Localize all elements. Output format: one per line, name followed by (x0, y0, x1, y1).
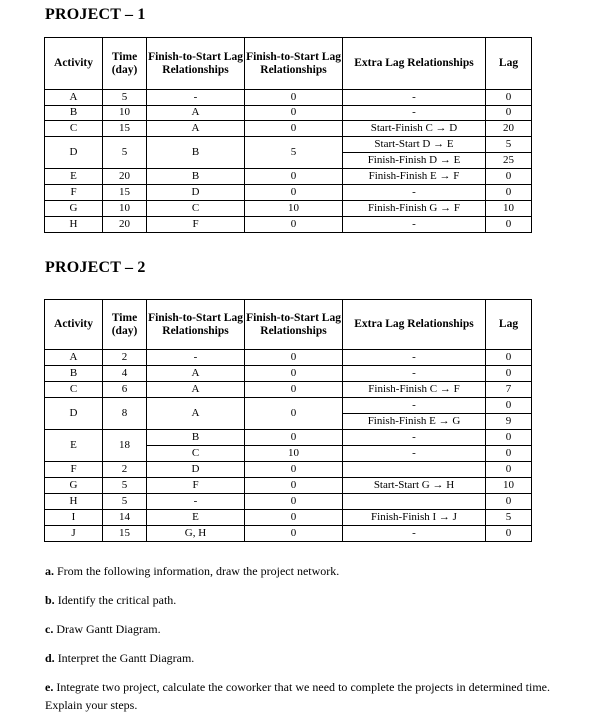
header-lag: Lag (486, 300, 532, 350)
cell-predecessor: B (147, 137, 245, 169)
cell-fs-lag: 0 (245, 462, 343, 478)
cell-fs-lag: 0 (245, 510, 343, 526)
cell-extra-lag (343, 398, 486, 430)
cell-predecessor: A (147, 106, 245, 121)
project2-title: PROJECT – 2 (45, 259, 146, 276)
cell-activity: C (45, 382, 103, 398)
cell-fs-lag: 0 (245, 217, 343, 233)
cell-fs-lag: 0 (245, 169, 343, 185)
table-row (45, 510, 532, 526)
cell-fs-lag: 0 (245, 366, 343, 382)
cell-extra-lag: - (343, 185, 486, 201)
cell-fs-lag: 0 (245, 382, 343, 398)
cell-lag: 0 (486, 462, 532, 478)
cell-time: 20 (103, 169, 147, 185)
table-row (45, 185, 532, 201)
table-row (45, 494, 532, 510)
header-time: Time (day) (103, 38, 147, 90)
cell-predecessor: G, H (147, 526, 245, 542)
cell-fs-lag: 0 (245, 350, 343, 366)
cell-lag: 0 (486, 217, 532, 233)
cell-lag-part: 9 (486, 413, 531, 429)
cell-lag-part: 0 (486, 445, 531, 461)
table-row (45, 217, 532, 233)
table-row (45, 106, 532, 121)
cell-predecessor: - (147, 90, 245, 106)
cell-activity: A (45, 90, 103, 106)
cell-lag: 0 (486, 366, 532, 382)
cell-extra-lag-part: Finish-Finish D → E (343, 152, 485, 168)
cell-extra-lag-part: Start-Start D → E (374, 137, 454, 150)
question-b: b. Identify the critical path. (45, 593, 177, 607)
cell-time: 2 (103, 350, 147, 366)
cell-lag-part: 25 (486, 152, 531, 168)
cell-activity: G (45, 201, 103, 217)
cell-extra-lag (343, 494, 486, 510)
cell-extra-lag-part: - (412, 398, 416, 411)
cell-fs-lag: 10 (245, 201, 343, 217)
cell-time: 5 (103, 90, 147, 106)
cell-activity: F (45, 462, 103, 478)
cell-lag-part: 0 (505, 430, 512, 443)
cell-fs-lag: 0 (245, 185, 343, 201)
header-predecessors: Finish-to-Start Lag Relationships (147, 300, 245, 350)
cell-extra-lag (343, 137, 486, 169)
cell-time: 14 (103, 510, 147, 526)
cell-extra-lag-part: - (412, 430, 416, 443)
cell-extra-lag: - (343, 106, 486, 121)
cell-activity: I (45, 510, 103, 526)
cell-predecessor: A (147, 398, 245, 430)
table-row (45, 462, 532, 478)
cell-activity: C (45, 121, 103, 137)
cell-time: 15 (103, 121, 147, 137)
cell-lag: 0 (486, 185, 532, 201)
cell-lag: 7 (486, 382, 532, 398)
cell-extra-lag: - (343, 350, 486, 366)
cell-fs-lag: 5 (245, 137, 343, 169)
header-extra-lag: Extra Lag Relationships (343, 300, 486, 350)
header-predecessors: Finish-to-Start Lag Relationships (147, 38, 245, 90)
cell-predecessor-part: C (147, 445, 244, 461)
cell-extra-lag: - (343, 366, 486, 382)
cell-predecessor-part: B (191, 430, 200, 443)
cell-lag-part: 5 (505, 137, 512, 150)
cell-extra-lag: - (343, 526, 486, 542)
cell-extra-lag: Start-Start G → H (343, 478, 486, 494)
cell-lag (486, 430, 532, 462)
header-lag: Lag (486, 38, 532, 90)
cell-activity: E (45, 169, 103, 185)
cell-predecessor: - (147, 494, 245, 510)
question-c: c. Draw Gantt Diagram. (45, 622, 161, 636)
cell-activity: D (45, 398, 103, 430)
cell-predecessor: A (147, 366, 245, 382)
question-a: a. From the following information, draw the project network. (45, 564, 340, 578)
cell-time: 10 (103, 106, 147, 121)
cell-extra-lag: Finish-Finish I → J (343, 510, 486, 526)
cell-predecessor: D (147, 462, 245, 478)
cell-fs-lag: 0 (245, 121, 343, 137)
cell-extra-lag-part: Finish-Finish E → G (343, 413, 485, 429)
table-row (45, 366, 532, 382)
header-fs-lag: Finish-to-Start Lag Relationships (245, 38, 343, 90)
cell-lag (486, 137, 532, 169)
cell-predecessor: F (147, 217, 245, 233)
cell-predecessor: E (147, 510, 245, 526)
cell-extra-lag (343, 462, 486, 478)
cell-fs-lag-part: 10 (245, 445, 342, 461)
cell-time: 6 (103, 382, 147, 398)
cell-fs-lag (245, 430, 343, 462)
cell-predecessor: - (147, 350, 245, 366)
cell-activity: E (45, 430, 103, 462)
cell-activity: D (45, 137, 103, 169)
cell-time: 10 (103, 201, 147, 217)
table-row (45, 382, 532, 398)
table-row (45, 526, 532, 542)
cell-predecessor: B (147, 169, 245, 185)
table-row (45, 398, 532, 430)
cell-time: 5 (103, 478, 147, 494)
cell-fs-lag: 0 (245, 478, 343, 494)
cell-time: 4 (103, 366, 147, 382)
cell-lag: 10 (486, 478, 532, 494)
cell-activity: F (45, 185, 103, 201)
cell-lag: 20 (486, 121, 532, 137)
table-row (45, 350, 532, 366)
cell-time: 8 (103, 398, 147, 430)
table-row (45, 201, 532, 217)
cell-predecessor: D (147, 185, 245, 201)
table-row (45, 478, 532, 494)
cell-activity: A (45, 350, 103, 366)
cell-extra-lag-part: - (343, 445, 485, 461)
table-row (45, 90, 532, 106)
cell-activity: H (45, 494, 103, 510)
question-d: d. Interpret the Gantt Diagram. (45, 651, 195, 665)
cell-time: 2 (103, 462, 147, 478)
cell-time: 5 (103, 137, 147, 169)
project1-title: PROJECT – 1 (45, 6, 146, 23)
cell-time: 5 (103, 494, 147, 510)
table-row (45, 169, 532, 185)
cell-activity: G (45, 478, 103, 494)
cell-lag-part: 0 (505, 398, 512, 411)
cell-extra-lag: - (343, 90, 486, 106)
cell-extra-lag: Finish-Finish E → F (343, 169, 486, 185)
cell-activity: H (45, 217, 103, 233)
cell-lag: 10 (486, 201, 532, 217)
cell-fs-lag: 0 (245, 494, 343, 510)
table-row (45, 137, 532, 169)
cell-extra-lag: Start-Finish C → D (343, 121, 486, 137)
question-e: e. Integrate two project, calculate the coworker that we need to complete the projects in determined time. Explain your steps. (45, 680, 551, 712)
cell-time: 15 (103, 185, 147, 201)
cell-activity: B (45, 106, 103, 121)
cell-predecessor: A (147, 382, 245, 398)
project2-table (44, 299, 532, 542)
cell-lag: 0 (486, 526, 532, 542)
header-time: Time (day) (103, 300, 147, 350)
cell-lag: 0 (486, 494, 532, 510)
cell-extra-lag: Finish-Finish G → F (343, 201, 486, 217)
cell-activity: J (45, 526, 103, 542)
project1-table (44, 37, 532, 233)
cell-time: 20 (103, 217, 147, 233)
cell-fs-lag: 0 (245, 106, 343, 121)
cell-extra-lag: Finish-Finish C → F (343, 382, 486, 398)
cell-extra-lag: - (343, 217, 486, 233)
table-row (45, 121, 532, 137)
cell-fs-lag: 0 (245, 526, 343, 542)
cell-predecessor (147, 430, 245, 462)
cell-lag: 0 (486, 90, 532, 106)
header-fs-lag: Finish-to-Start Lag Relationships (245, 300, 343, 350)
cell-extra-lag (343, 430, 486, 462)
cell-lag (486, 398, 532, 430)
cell-lag: 0 (486, 106, 532, 121)
header-extra-lag: Extra Lag Relationships (343, 38, 486, 90)
cell-predecessor: C (147, 201, 245, 217)
header-activity: Activity (45, 300, 103, 350)
cell-predecessor: F (147, 478, 245, 494)
cell-fs-lag: 0 (245, 90, 343, 106)
cell-time: 18 (103, 430, 147, 462)
cell-fs-lag: 0 (245, 398, 343, 430)
cell-predecessor: A (147, 121, 245, 137)
cell-lag: 0 (486, 350, 532, 366)
cell-lag: 0 (486, 169, 532, 185)
header-activity: Activity (45, 38, 103, 90)
cell-lag: 5 (486, 510, 532, 526)
cell-time: 15 (103, 526, 147, 542)
cell-activity: B (45, 366, 103, 382)
cell-fs-lag-part: 0 (290, 430, 297, 443)
table-row (45, 430, 532, 462)
